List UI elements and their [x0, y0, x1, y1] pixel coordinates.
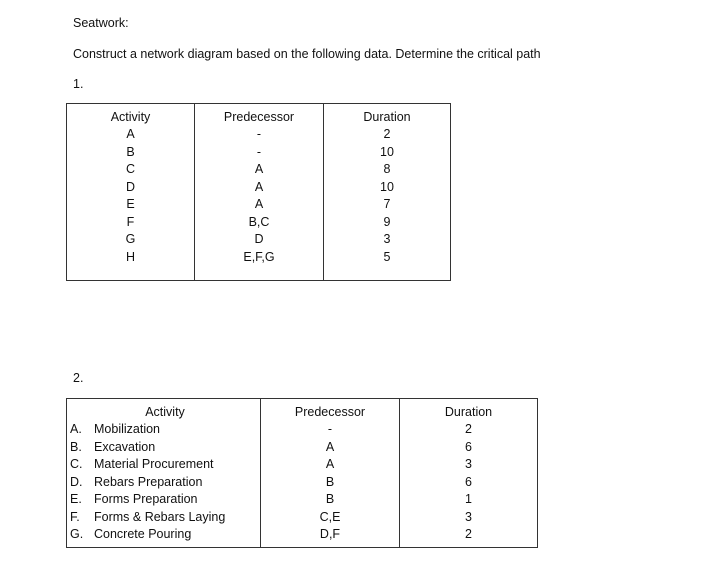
instruction-text: Construct a network diagram based on the following data. Determine the critical path [73, 47, 541, 61]
activity-name: Material Procurement [94, 457, 214, 471]
activity-cell: A [126, 127, 135, 141]
activity-letter: G. [70, 527, 84, 541]
activity-letter: F. [70, 509, 80, 524]
duration-cell: 2 [465, 527, 472, 541]
predecessor-cell: D,F [319, 527, 341, 541]
activity-letter: C. [70, 457, 83, 471]
duration-cell: 3 [465, 457, 472, 471]
seatwork-heading: Seatwork: [73, 16, 129, 30]
activity-row [70, 509, 260, 527]
activity-header: Activity [110, 110, 151, 124]
activity-cell: E [126, 197, 135, 211]
duration-cell: 7 [383, 197, 391, 211]
duration-cell: 10 [380, 144, 394, 159]
activity-letter: B. [70, 439, 82, 454]
activity-name: Mobilization [94, 422, 161, 436]
duration-header: Duration [363, 110, 411, 124]
activity-name: Concrete Pouring [94, 527, 192, 541]
activity-letter: D. [70, 474, 83, 489]
predecessor-header: Predecessor [223, 110, 295, 124]
predecessor-cell: - [256, 144, 262, 159]
predecessor-cell: B,C [248, 214, 270, 229]
problem-2-number: 2. [73, 371, 84, 385]
activity-name: Excavation [94, 439, 156, 454]
predecessor-cell: C,E [319, 509, 341, 524]
activity-column [67, 399, 260, 547]
duration-cell: 3 [465, 509, 472, 524]
predecessor-column [194, 104, 323, 280]
predecessor-cell: B [325, 492, 335, 506]
activity-row [70, 491, 260, 509]
predecessor-cell: A [325, 457, 335, 471]
activity-row [70, 456, 260, 474]
duration-cell: 10 [380, 179, 394, 194]
activity-cell: B [126, 144, 135, 159]
duration-cell: 5 [383, 249, 391, 264]
duration-header: Duration [444, 405, 493, 419]
predecessor-cell: - [256, 127, 262, 141]
duration-cell: 8 [383, 162, 391, 176]
duration-cell: 6 [465, 439, 472, 454]
problem-1-number: 1. [73, 77, 84, 91]
predecessor-cell: A [254, 179, 264, 194]
predecessor-cell: E,F,G [243, 249, 275, 264]
activity-cell: D [125, 179, 136, 194]
activity-name: Forms & Rebars Laying [94, 509, 226, 524]
activity-letter: A. [70, 422, 82, 436]
predecessor-column [260, 399, 399, 547]
duration-column [323, 104, 450, 280]
duration-cell: 6 [465, 474, 472, 489]
problem-2-table [66, 398, 538, 548]
activity-row [70, 421, 260, 439]
duration-cell: 1 [465, 492, 472, 506]
activity-cell: H [125, 249, 136, 264]
predecessor-cell: - [327, 422, 333, 436]
activity-header: Activity [145, 405, 185, 419]
activity-cell: C [125, 162, 136, 176]
predecessor-cell: A [325, 439, 335, 454]
duration-column [399, 399, 537, 547]
activity-cell: G [125, 232, 136, 246]
activity-name: Rebars Preparation [94, 474, 203, 489]
activity-letter: E. [70, 492, 82, 506]
predecessor-cell: B [325, 474, 335, 489]
problem-1-table [66, 103, 451, 281]
duration-cell: 3 [383, 232, 391, 246]
activity-row [70, 439, 260, 457]
duration-cell: 2 [383, 127, 391, 141]
predecessor-cell: A [254, 197, 264, 211]
predecessor-cell: A [254, 162, 264, 176]
activity-column [67, 104, 194, 280]
duration-cell: 9 [383, 214, 391, 229]
duration-cell: 2 [465, 422, 472, 436]
activity-cell: F [126, 214, 135, 229]
activity-name: Forms Preparation [94, 492, 198, 506]
activity-row [70, 526, 260, 544]
activity-row [70, 474, 260, 492]
predecessor-header: Predecessor [294, 405, 366, 419]
predecessor-cell: D [254, 232, 264, 246]
